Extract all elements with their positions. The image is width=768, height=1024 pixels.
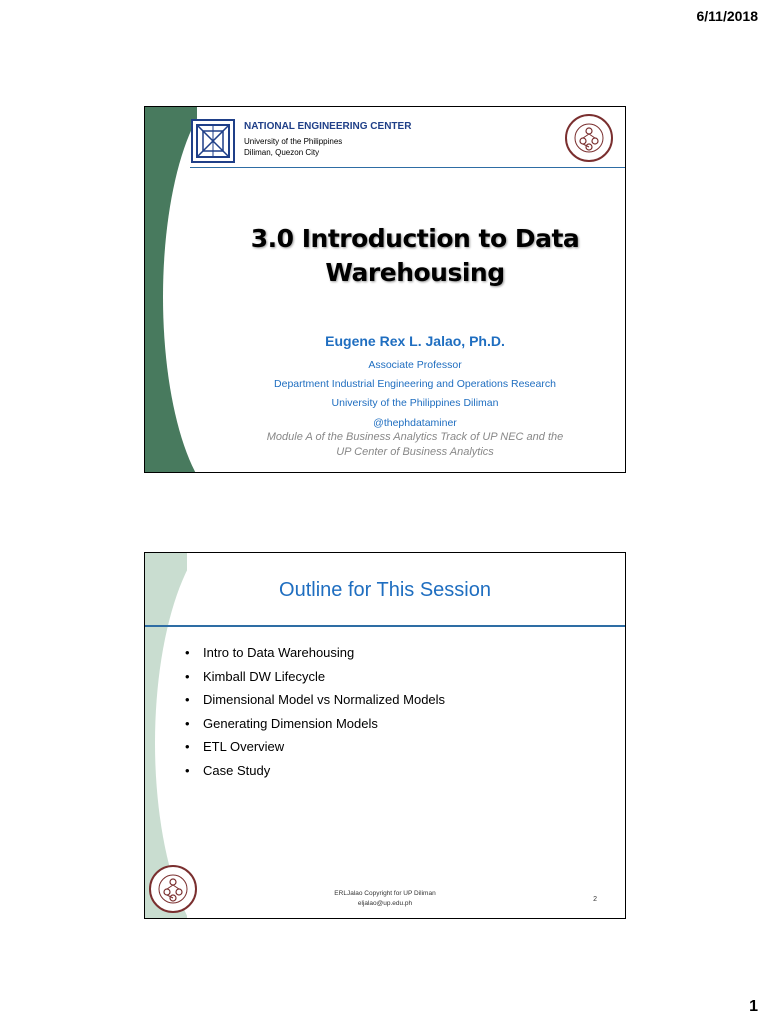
module-note-line-1: Module A of the Business Analytics Track of UP NEC and the [266,431,564,443]
slide-1 [144,106,626,473]
list-item: • Intro to Data Warehousing [185,645,355,660]
nec-logo [191,119,235,163]
title-line-2: Warehousing [325,258,505,287]
footer-email: eljalao@up.edu.ph [357,900,413,907]
list-item: • Generating Dimension Models [185,715,378,731]
slide-2 [144,552,626,919]
list-item: • ETL Overview [185,739,285,754]
author-handle: @thephdataminer [373,417,457,429]
org-name: NATIONAL ENGINEERING CENTER [244,121,412,132]
slide-title [205,222,625,290]
author-department: Department Industrial Engineering and Operations Research [274,378,556,390]
cbi-logo [149,865,197,913]
list-item: • Dimensional Model vs Normalized Models [185,692,446,707]
author-university: University of the Philippines Diliman [331,397,499,409]
module-note-line-2: UP Center of Business Analytics [336,446,494,458]
slide-number: 2 [593,896,597,903]
org-address-line-2: Diliman, Quezon City [244,148,320,157]
cbi-logo [565,114,613,162]
title-divider [145,625,625,627]
list-item: • Case Study [185,762,271,778]
outline-list [185,641,445,782]
footer-copyright: ERLJalao Copyright for UP Diliman [334,890,436,897]
author-name: Eugene Rex L. Jalao, Ph.D. [325,333,505,349]
slide-title: Outline for This Session [279,579,491,601]
title-line-1: 3.0 Introduction to Data [250,224,580,253]
page-date: 6/11/2018 [696,8,758,24]
page-number: 1 [749,998,758,1015]
org-address-line-1: University of the Philippines [244,137,343,146]
slide-footer [295,889,475,909]
header-divider [190,167,625,168]
list-item: • Kimball DW Lifecycle [185,668,326,684]
author-position: Associate Professor [368,359,462,371]
